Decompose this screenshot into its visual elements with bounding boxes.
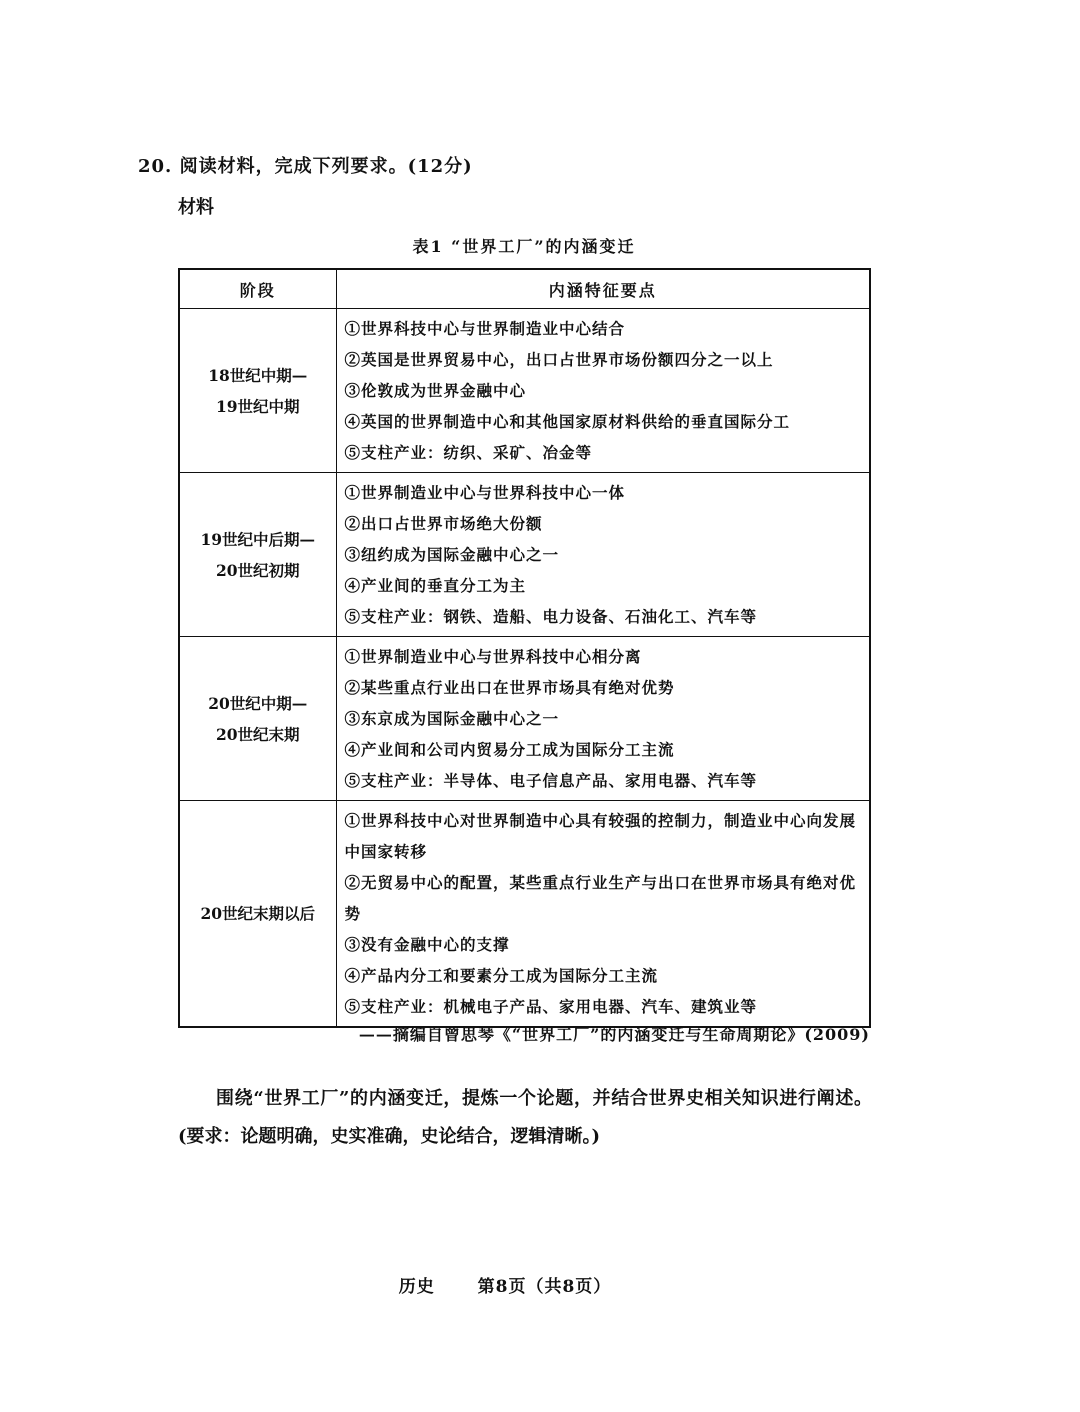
content-cell xyxy=(336,637,870,801)
task-prompt: 围绕“世界工厂”的内涵变迁，提炼一个论题，并结合世界史相关知识进行阐述。(要求：论题明确，史实准确，史论结合，逻辑清晰。) xyxy=(178,1088,872,1147)
content-item: ①世界制造业中心与世界科技中心一体 xyxy=(344,483,626,502)
table-row xyxy=(179,801,870,1028)
stage-line: 20世纪末期 xyxy=(215,724,300,744)
content-item: ④英国的世界制造中心和其他国家原材料供给的垂直国际分工 xyxy=(344,412,791,431)
world-factory-table xyxy=(178,268,871,1028)
content-item: ⑤支柱产业：半导体、电子信息产品、家用电器、汽车等 xyxy=(344,771,758,790)
stage-line: 20世纪初期 xyxy=(215,560,300,580)
content-item: ②出口占世界市场绝大份额 xyxy=(344,514,543,533)
table-caption: 表1 “世界工厂”的内涵变迁 xyxy=(412,237,636,256)
stage-cell xyxy=(179,309,336,473)
page-footer xyxy=(0,1272,1010,1297)
content-item: ④产业间的垂直分工为主 xyxy=(344,576,527,595)
question-header: 20. 阅读材料，完成下列要求。(12分) xyxy=(138,156,473,177)
content-item: ①世界制造业中心与世界科技中心相分离 xyxy=(344,647,642,666)
footer-page-number: 第8页（共8页） xyxy=(477,1277,612,1297)
content-item: ②英国是世界贸易中心，出口占世界市场份额四分之一以上 xyxy=(344,350,774,369)
content-cell xyxy=(336,473,870,637)
content-cell xyxy=(336,309,870,473)
content-item: ④产业间和公司内贸易分工成为国际分工主流 xyxy=(344,740,675,759)
content-item: ①世界科技中心与世界制造业中心结合 xyxy=(344,319,626,338)
content-item: ③没有金融中心的支撑 xyxy=(344,935,510,954)
material-label: 材料 xyxy=(178,197,214,218)
content-item: ⑤支柱产业：纺织、采矿、冶金等 xyxy=(344,443,593,462)
header-content: 内涵特征要点 xyxy=(336,269,870,309)
stage-cell xyxy=(179,637,336,801)
content-item: ④产品内分工和要素分工成为国际分工主流 xyxy=(344,966,659,985)
source-citation: ——摘编自曾思琴《“世界工厂”的内涵变迁与生命周期论》(2009) xyxy=(358,1025,870,1044)
stage-line: 20世纪末期以后 xyxy=(200,904,316,923)
footer-subject: 历史 xyxy=(398,1277,435,1297)
content-item: ②某些重点行业出口在世界市场具有绝对优势 xyxy=(344,678,675,697)
content-item: ③伦敦成为世界金融中心 xyxy=(344,381,527,400)
content-item: ②无贸易中心的配置，某些重点行业生产与出口在世界市场具有绝对优势 xyxy=(344,873,857,923)
stage-cell xyxy=(179,801,336,1028)
table-row xyxy=(179,309,870,473)
content-item: ③东京成为国际金融中心之一 xyxy=(344,709,560,728)
table-row xyxy=(179,637,870,801)
content-item: ③纽约成为国际金融中心之一 xyxy=(344,545,560,564)
content-cell xyxy=(336,801,870,1028)
stage-line: 18世纪中期— xyxy=(208,365,308,385)
content-item: ①世界科技中心对世界制造中心具有较强的控制力，制造业中心向发展中国家转移 xyxy=(344,811,857,861)
content-item: ⑤支柱产业：机械电子产品、家用电器、汽车、建筑业等 xyxy=(344,997,758,1016)
content-item: ⑤支柱产业：钢铁、造船、电力设备、石油化工、汽车等 xyxy=(344,607,758,626)
header-stage: 阶段 xyxy=(179,269,336,309)
table-row xyxy=(179,473,870,637)
stage-line: 19世纪中期 xyxy=(215,396,300,416)
stage-cell xyxy=(179,473,336,637)
stage-line: 19世纪中后期— xyxy=(200,529,316,549)
stage-line: 20世纪中期— xyxy=(208,693,308,713)
table-header-row xyxy=(179,269,870,309)
